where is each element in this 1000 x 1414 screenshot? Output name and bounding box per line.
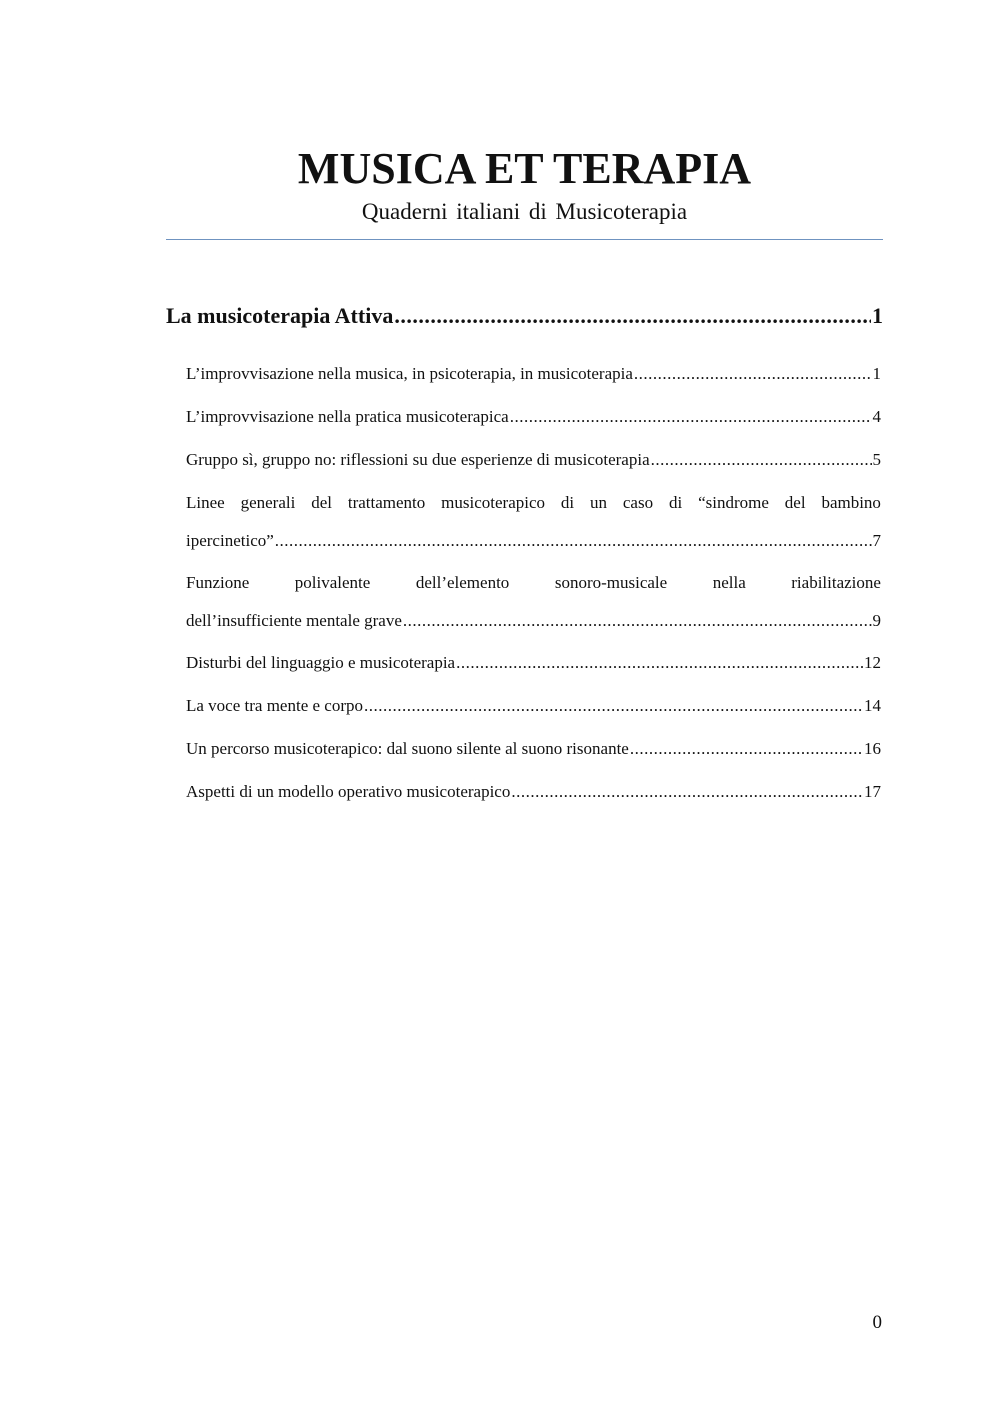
toc-entry-page: 12 xyxy=(864,653,881,672)
toc-entry-word: “sindrome xyxy=(698,493,769,512)
toc-entry[interactable] xyxy=(186,398,881,441)
toc-entry-word: Funzione xyxy=(186,573,250,592)
toc-entry-page: 5 xyxy=(872,450,881,469)
toc-entry-title: ipercinetico” xyxy=(186,531,274,550)
toc-entry-title: L’improvvisazione nella pratica musicoterapica xyxy=(186,407,509,426)
toc-leader-dots xyxy=(634,355,872,393)
toc-entry[interactable] xyxy=(186,355,881,398)
toc-leader-dots xyxy=(394,300,871,332)
toc-leader-dots xyxy=(651,441,872,479)
toc-entry-word: musicoterapico xyxy=(441,493,546,512)
toc-entry-title-line xyxy=(186,602,881,640)
toc-entry-title: Aspetti di un modello operativo musicoterapico xyxy=(186,782,511,801)
toc-entry-word: bambino xyxy=(821,493,881,512)
toc-leader-dots xyxy=(364,687,863,725)
toc-leader-dots xyxy=(403,602,872,640)
toc-entry[interactable] xyxy=(186,773,881,816)
toc-entry-title: La voce tra mente e corpo xyxy=(186,696,363,715)
toc-entry-word: del xyxy=(311,493,332,512)
toc-entry-page: 1 xyxy=(872,364,881,383)
toc-entry-word: di xyxy=(668,493,683,512)
toc-entry-title: Un percorso musicoterapico: dal suono silente al suono risonante xyxy=(186,739,629,758)
toc-list xyxy=(186,355,881,816)
toc-entry-title: L’improvvisazione nella musica, in psicoterapia, in musicoterapia xyxy=(186,364,633,383)
toc-main-entry[interactable] xyxy=(166,300,883,332)
toc-entry[interactable] xyxy=(186,644,881,687)
document-title: MUSICA ET TERAPIA xyxy=(297,144,752,193)
toc-entry[interactable] xyxy=(186,441,881,484)
toc-entry-word: del xyxy=(784,493,806,512)
toc-entry-page: 16 xyxy=(864,739,881,758)
toc-entry-title: dell’insufficiente mentale grave xyxy=(186,611,402,630)
toc-entry[interactable] xyxy=(186,687,881,730)
toc-entry-word: dell’elemento xyxy=(415,573,510,592)
page-number: 0 xyxy=(872,1312,882,1333)
toc-entry-word: un xyxy=(590,493,607,512)
toc-entry-word: di xyxy=(560,493,575,512)
toc-leader-dots xyxy=(510,398,872,436)
document-subtitle: Quaderni italiani di Musicoterapia xyxy=(361,199,688,224)
toc-entry-page: 7 xyxy=(872,531,881,550)
toc-leader-dots xyxy=(511,773,863,811)
toc-entry-page: 14 xyxy=(864,696,881,715)
toc-entry[interactable] xyxy=(186,730,881,773)
toc-entry-word: sonoro-musicale xyxy=(554,573,668,592)
toc-entry-page: 17 xyxy=(864,782,881,801)
toc-entry-word: riabilitazione xyxy=(791,573,881,592)
toc-entry-title: Gruppo sì, gruppo no: riflessioni su due esperienze di musicoterapia xyxy=(186,450,650,469)
toc-main-page: 1 xyxy=(872,303,883,328)
toc-leader-dots xyxy=(630,730,863,768)
header-divider xyxy=(166,239,883,240)
toc-entry-word: trattamento xyxy=(347,493,426,512)
toc-entry-title-line xyxy=(186,522,881,560)
document-header xyxy=(166,140,883,226)
toc-entry[interactable] xyxy=(186,484,881,564)
toc-entry-word: Linee xyxy=(186,493,225,512)
toc-entry[interactable] xyxy=(186,564,881,644)
toc-leader-dots xyxy=(275,522,872,560)
toc-entry-page: 4 xyxy=(872,407,881,426)
toc-entry-title-line xyxy=(186,564,881,602)
toc-entry-title: Disturbi del linguaggio e musicoterapia xyxy=(186,653,456,672)
toc-leader-dots xyxy=(456,644,863,682)
toc-entry-page: 9 xyxy=(872,611,881,630)
toc-main-title: La musicoterapia Attiva xyxy=(166,303,394,328)
toc-entry-word: caso xyxy=(622,493,654,512)
toc-entry-title-line xyxy=(186,484,881,522)
toc-entry-word: generali xyxy=(240,493,296,512)
toc-entry-word: nella xyxy=(712,573,746,592)
toc-entry-word: polivalente xyxy=(294,573,371,592)
